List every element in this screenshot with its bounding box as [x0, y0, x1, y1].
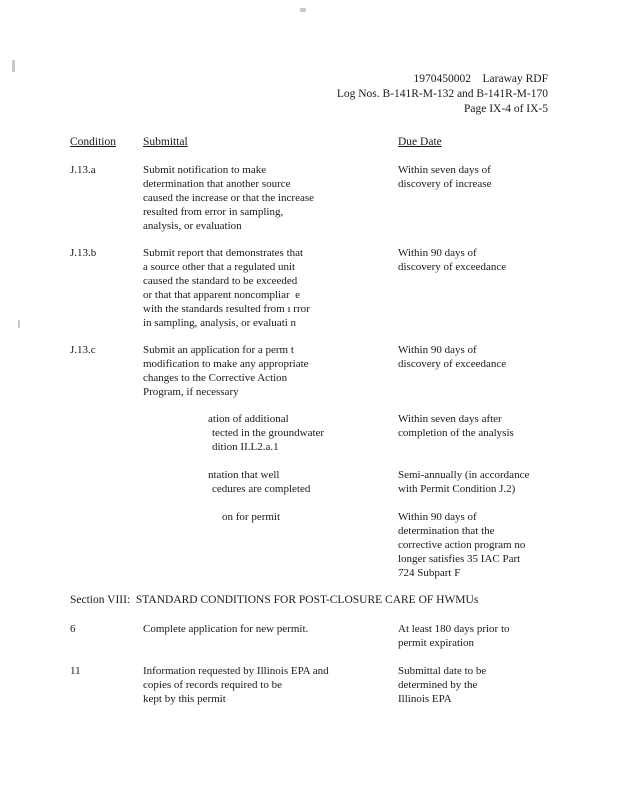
row-submittal-fragment [222, 510, 280, 524]
table-row [70, 622, 550, 652]
submittal-line: Submit report that demonstrates that [143, 247, 304, 259]
row-submittal [143, 343, 358, 399]
row-condition: 6 [70, 623, 76, 635]
submittal-line: caused the standard to be exceeded [143, 275, 298, 287]
row-due-date [398, 246, 558, 274]
due-line: completion of the analysis [398, 427, 514, 439]
row-condition: J.13.c [70, 344, 96, 356]
due-line: Semi-annually (in accordance [398, 469, 530, 481]
row-due-date [398, 412, 558, 440]
column-headings [70, 136, 550, 152]
submittal-line: on for permit [222, 511, 281, 523]
table-row [70, 468, 550, 498]
due-line: At least 180 days prior to [398, 623, 510, 635]
submittal-line: resulted from error in sampling, [143, 206, 284, 218]
table-row [70, 510, 550, 582]
header-log-numbers: Log Nos. B-141R-M-132 and B-141R-M-170 [336, 88, 548, 100]
submittal-line: in sampling, analysis, or evaluati n [143, 317, 297, 329]
due-line: discovery of exceedance [398, 261, 507, 273]
due-line: discovery of exceedance [398, 358, 507, 370]
row-condition: J.13.b [70, 247, 97, 259]
scan-speck [300, 8, 306, 12]
due-line: corrective action program no [398, 539, 526, 551]
section-title: Section VIII: STANDARD CONDITIONS FOR POST-CLOSURE CARE OF HWMUs [70, 594, 479, 606]
row-due-date [398, 622, 558, 650]
submittal-line: ntation that well [208, 469, 280, 481]
submittal-line: Submit notification to make [143, 164, 267, 176]
row-condition: 11 [70, 665, 81, 677]
document-header [337, 72, 548, 117]
row-due-date [398, 163, 558, 191]
submittal-line: determination that another source [143, 178, 291, 190]
heading-due-date: Due Date [398, 136, 442, 148]
due-line: determined by the [398, 679, 478, 691]
scan-speck [18, 320, 20, 328]
row-due-date [398, 664, 558, 706]
submittal-line: Submit an application for a perm t [143, 344, 294, 356]
submittal-line: with the standards resulted from ı rror [143, 303, 310, 315]
submittal-line: ation of additional [208, 413, 289, 425]
submittal-line: Information requested by Illinois EPA and [143, 665, 329, 677]
submittal-line: tected in the groundwater [212, 427, 325, 439]
due-line: 724 Subpart F [398, 567, 461, 579]
due-line: Within 90 days of [398, 344, 477, 356]
submittal-line: Program, if necessary [143, 386, 239, 398]
row-submittal [143, 622, 358, 636]
row-submittal-fragment [208, 468, 310, 496]
due-line: determination that the [398, 525, 495, 537]
submittal-line: modification to make any appropriate [143, 358, 309, 370]
due-line: Within 90 days of [398, 247, 477, 259]
submittal-line: analysis, or evaluation [143, 220, 242, 232]
header-facility-id: 1970450002 Laraway RDF [413, 73, 548, 85]
submittal-line: copies of records required to be [143, 679, 282, 691]
submittal-line: Complete application for new permit. [143, 623, 309, 635]
row-due-date [398, 468, 558, 496]
row-submittal [143, 246, 358, 330]
row-due-date [398, 343, 558, 371]
table-row [70, 163, 550, 235]
due-line: Illinois EPA [398, 693, 452, 705]
row-due-date [398, 510, 558, 580]
due-line: Within seven days of [398, 164, 491, 176]
submittal-line: or that that apparent noncompliar e [143, 289, 300, 301]
scan-speck [12, 60, 15, 72]
due-line: permit expiration [398, 637, 475, 649]
table-row [70, 246, 550, 332]
submittal-line: a source other that a regulated unit [143, 261, 296, 273]
heading-condition: Condition [70, 136, 117, 148]
due-line: Within seven days after [398, 413, 502, 425]
table-row [70, 343, 550, 401]
due-line: Submittal date to be [398, 665, 487, 677]
submittal-line: cedures are completed [212, 483, 311, 495]
due-line: discovery of increase [398, 178, 492, 190]
submittal-line: kept by this permit [143, 693, 226, 705]
row-submittal-fragment [208, 412, 324, 454]
row-submittal [143, 664, 358, 706]
heading-submittal: Submittal [143, 136, 188, 148]
row-condition: J.13.a [70, 164, 96, 176]
submittal-line: dition II.L2.a.1 [212, 441, 279, 453]
table-row [70, 412, 550, 456]
header-page-number: Page IX-4 of IX-5 [464, 103, 548, 115]
table-row [70, 664, 550, 708]
submittal-line: caused the increase or that the increase [143, 192, 315, 204]
row-submittal [143, 163, 358, 233]
due-line: Within 90 days of [398, 511, 477, 523]
due-line: longer satisfies 35 IAC Part [398, 553, 521, 565]
due-line: with Permit Condition J.2) [398, 483, 516, 495]
submittal-line: changes to the Corrective Action [143, 372, 288, 384]
